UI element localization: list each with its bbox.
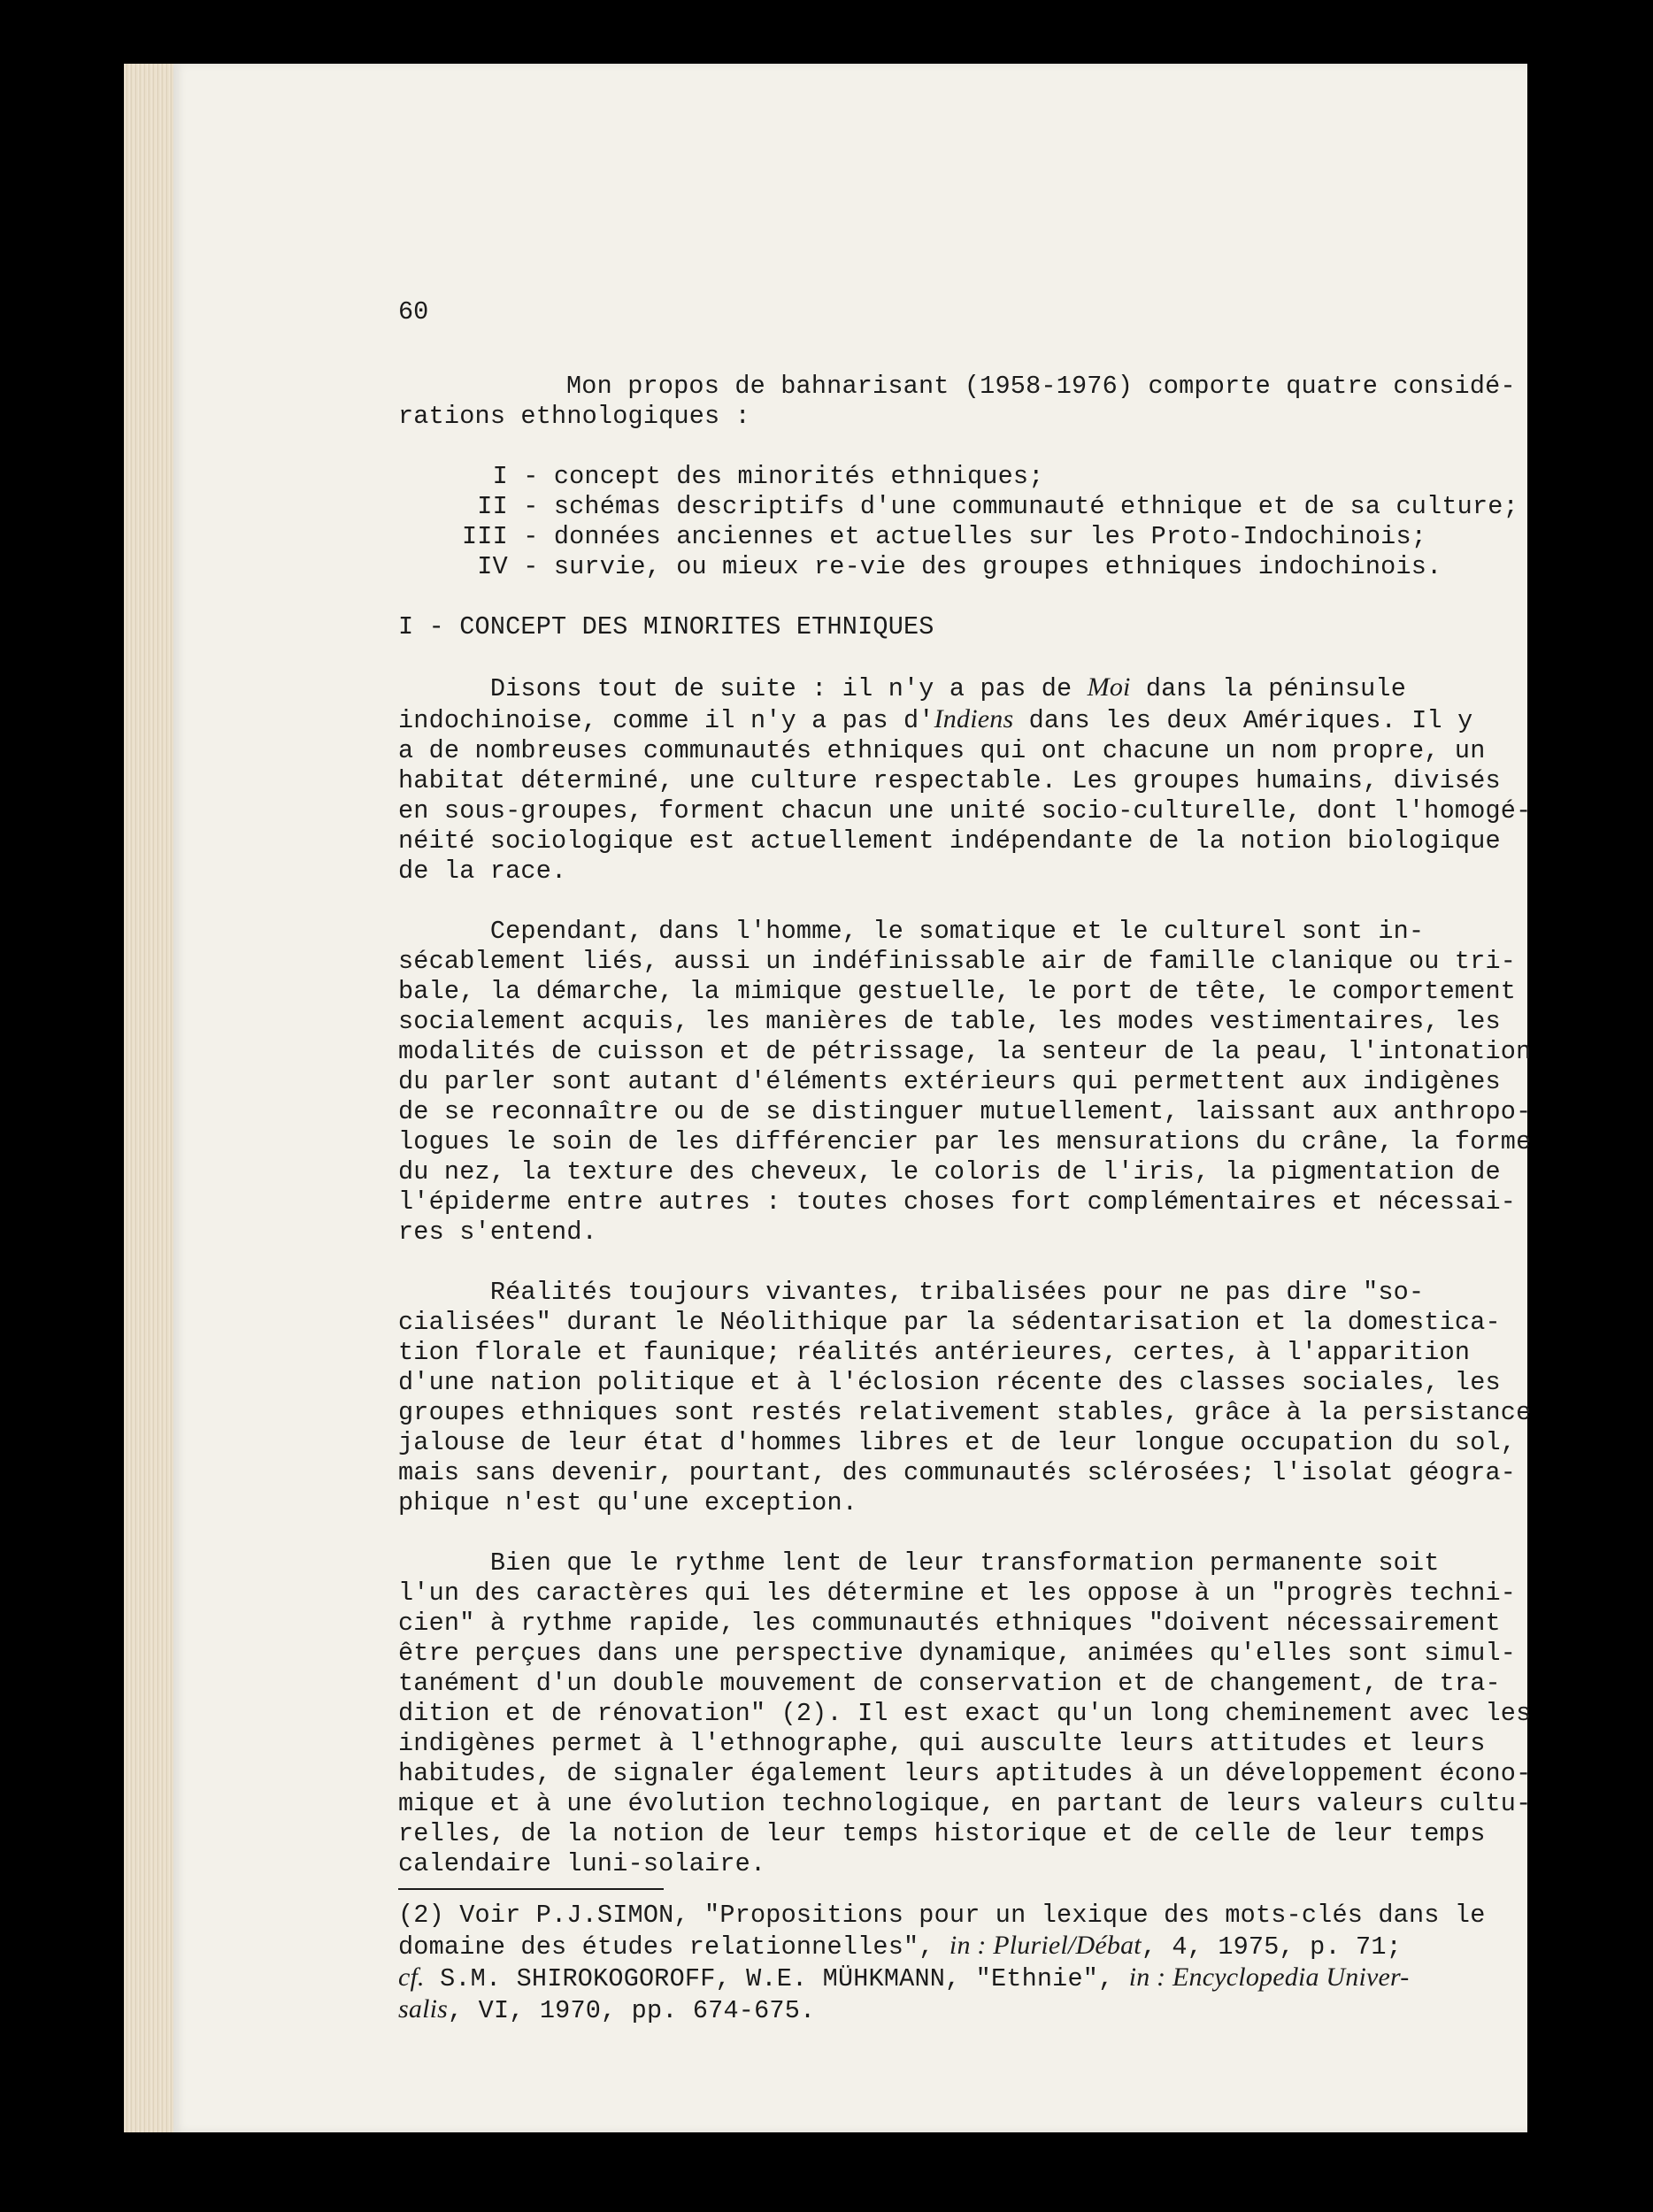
intro-line: rations ethnologiques :	[398, 402, 750, 431]
paragraph-line: cien" à rythme rapide, les communautés ethniques "doivent nécessairement	[398, 1609, 1501, 1638]
text-run: , VI, 1970, pp. 674-675.	[448, 1996, 816, 2025]
paragraph-line: logues le soin de les différencier par les mensurations du crâne, la forme	[398, 1127, 1532, 1156]
text-run: , 4, 1975, p. 71;	[1141, 1932, 1402, 1962]
paragraph-line: Bien que le rythme lent de leur transformation permanente soit	[398, 1548, 1440, 1578]
paragraph-line: Réalités toujours vivantes, tribalisées pour ne pas dire "so-	[398, 1278, 1425, 1307]
paragraph-line: être perçues dans une perspective dynamique, animées qu'elles sont simul-	[398, 1639, 1517, 1668]
paragraph-line: sécablement liés, aussi un indéfinissable air de famille clanique ou tri-	[398, 947, 1517, 976]
section-heading: I - CONCEPT DES MINORITES ETHNIQUES	[398, 612, 934, 641]
paragraph-line: tanément d'un double mouvement de conservation et de changement, de tra-	[398, 1669, 1501, 1698]
paragraph-line: calendaire luni-solaire.	[398, 1849, 766, 1878]
paragraph-line: Cependant, dans l'homme, le somatique et le culturel sont in-	[398, 917, 1425, 946]
italic-term: cf.	[398, 1962, 425, 1992]
italic-term: salis	[398, 1994, 449, 2024]
paragraph-line: socialement acquis, les manières de table, les modes vestimentaires, les	[398, 1007, 1501, 1036]
paragraph-line: habitat déterminé, une culture respectable. Les groupes humains, divisés	[398, 766, 1501, 795]
paragraph-line: indigènes permet à l'ethnographe, qui ausculte leurs attitudes et leurs	[398, 1729, 1486, 1758]
page-number: 60	[398, 297, 429, 326]
text-run: indochinoise, comme il n'y a pas d'	[398, 706, 934, 735]
paragraph-line: de la race.	[398, 856, 567, 886]
paragraph-line: du parler sont autant d'éléments extérieurs qui permettent aux indigènes	[398, 1067, 1501, 1096]
list-item: I - concept des minorités ethniques;	[462, 462, 1044, 491]
page	[173, 64, 1532, 2132]
paragraph-line: res s'entend.	[398, 1217, 597, 1247]
italic-term: Indiens	[934, 704, 1014, 733]
paragraph-line: phique n'est qu'une exception.	[398, 1488, 858, 1517]
paragraph-line: jalouse de leur état d'hommes libres et de leur longue occupation du sol,	[398, 1428, 1517, 1457]
paragraph-line: a de nombreuses communautés ethniques qui ont chacune un nom propre, un	[398, 736, 1486, 765]
text-run: domaine des études relationnelles",	[398, 1932, 950, 1962]
intro-line: Mon propos de bahnarisant (1958-1976) comporte quatre considé-	[566, 372, 1516, 401]
page-body	[398, 372, 1532, 2026]
paragraph-line: du nez, la texture des cheveux, le coloris de l'iris, la pigmentation de	[398, 1157, 1501, 1187]
paragraph-line: l'épiderme entre autres : toutes choses fort complémentaires et nécessai-	[398, 1187, 1517, 1217]
paragraph-line: bale, la démarche, la mimique gestuelle, le port de tête, le comportement	[398, 977, 1517, 1006]
italic-term: Moi	[1087, 672, 1131, 702]
italic-term: in : Encyclopedia Univer-	[1128, 1962, 1410, 1992]
italic-term: in : Pluriel/Débat	[949, 1931, 1142, 1960]
paragraph-line: en sous-groupes, forment chacun une unité socio-culturelle, dont l'homogé-	[398, 796, 1532, 826]
text-run: S.M. SHIROKOGOROFF, W.E. MÜHKMANN, "Ethnie",	[424, 1964, 1129, 1993]
list-item: III - données anciennes et actuelles sur les Proto-Indochinois;	[462, 522, 1427, 551]
paragraph-3	[398, 1278, 1532, 1518]
paragraph-line: relles, de la notion de leur temps historique et de celle de leur temps	[398, 1819, 1486, 1848]
paragraph-line: néité sociologique est actuellement indépendante de la notion biologique	[398, 826, 1501, 856]
paragraph-4	[398, 1548, 1532, 1879]
paragraph-line: d'une nation politique et à l'éclosion récente des classes sociales, les	[398, 1368, 1501, 1397]
paragraph-line: habitudes, de signaler également leurs aptitudes à un développement écono-	[398, 1759, 1532, 1788]
footnote-divider	[398, 1888, 664, 1890]
paragraph-line: tion florale et faunique; réalités antérieures, certes, à l'apparition	[398, 1338, 1471, 1367]
text-run: dans les deux Amériques. Il y	[1013, 706, 1473, 735]
footnote	[398, 1901, 1486, 2026]
paragraph-line: mais sans devenir, pourtant, des communautés sclérosées; l'isolat géogra-	[398, 1458, 1517, 1487]
text-run: Disons tout de suite : il n'y a pas de	[398, 674, 1088, 703]
paragraph-line: de se reconnaître ou de se distinguer mutuellement, laissant aux anthropo-	[398, 1097, 1532, 1126]
paragraph-line: modalités de cuisson et de pétrissage, la senteur de la peau, l'intonation	[398, 1037, 1532, 1066]
paragraph-2	[398, 917, 1532, 1248]
paragraph-line: mique et à une évolution technologique, en partant de leurs valeurs cultu-	[398, 1789, 1532, 1818]
list-item: II - schémas descriptifs d'une communauté ethnique et de sa culture;	[462, 492, 1518, 521]
book	[124, 64, 1532, 2132]
paragraph-line: cialisées" durant le Néolithique par la sédentarisation et la domestica-	[398, 1308, 1501, 1337]
page-edge	[124, 64, 179, 2132]
paragraph-line: groupes ethniques sont restés relativement stables, grâce à la persistance	[398, 1398, 1532, 1427]
considerations-list	[398, 462, 1518, 582]
paragraph-1	[398, 672, 1532, 887]
footnote-line: (2) Voir P.J.SIMON, "Propositions pour un lexique des mots-clés dans le	[398, 1901, 1486, 1930]
text-run: dans la péninsule	[1130, 674, 1407, 703]
paragraph-line: l'un des caractères qui les détermine et les oppose à un "progrès techni-	[398, 1578, 1517, 1608]
paragraph-line: dition et de rénovation" (2). Il est exact qu'un long cheminement avec les	[398, 1699, 1532, 1728]
list-item: IV - survie, ou mieux re-vie des groupes ethniques indochinois.	[462, 552, 1442, 581]
